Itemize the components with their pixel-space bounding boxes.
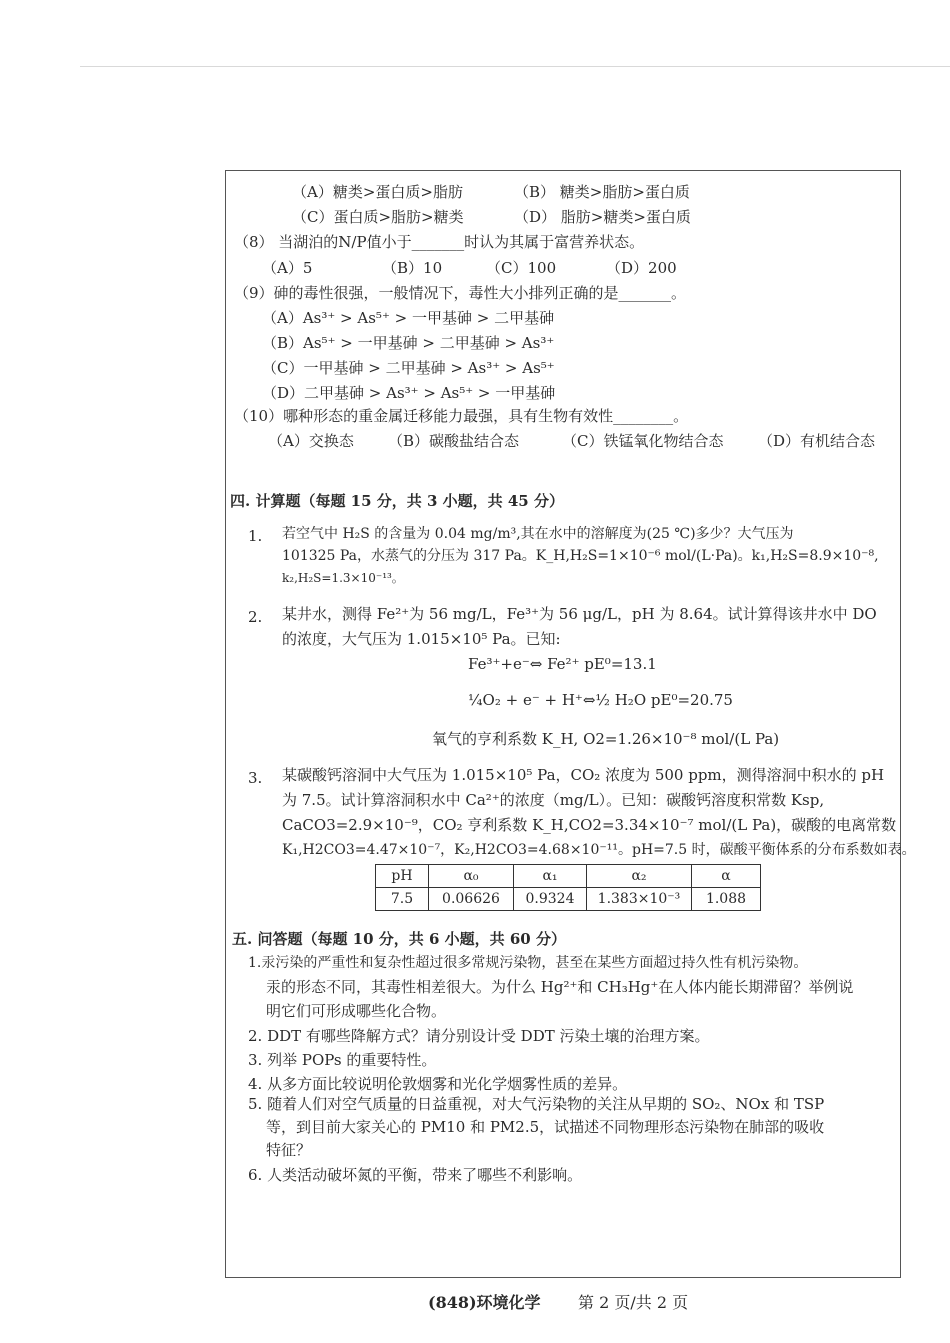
qa5-line1: 5. 随着人们对空气质量的日益重视，对大气污染物的关注从早期的 SO₂、NOx 和 TSP bbox=[248, 1095, 825, 1113]
qa4: 4. 从多方面比较说明伦敦烟雾和光化学烟雾性质的差异。 bbox=[248, 1075, 628, 1093]
calc2-equation2: ¼O₂ + e⁻ + H⁺⇔½ H₂O pE⁰=20.75 bbox=[468, 691, 733, 709]
calc3-line4: K₁,H2CO3=4.47×10⁻⁷，K₂,H2CO3=4.68×10⁻¹¹。pH=7.5 时，碳酸平衡体系的分布系数如表。 bbox=[282, 842, 916, 858]
q10-stem: （10）哪种形态的重金属迁移能力最强，具有生物有效性________。 bbox=[234, 407, 689, 425]
calc1-line1: 若空气中 H₂S 的含量为 0.04 mg/m³,其在水中的溶解度为(25 ℃)多少？大气压为 bbox=[282, 526, 794, 542]
table-header-row bbox=[376, 865, 761, 888]
table-header-cell: α₂ bbox=[587, 865, 692, 888]
q10-option-a: （A）交换态 bbox=[268, 432, 354, 450]
q8-option-a: （A）5 bbox=[262, 259, 313, 277]
q10-option-b: （B）碳酸盐结合态 bbox=[388, 432, 520, 450]
calc3-number: 3. bbox=[248, 769, 263, 787]
qa2: 2. DDT 有哪些降解方式？请分别设计受 DDT 污染土壤的治理方案。 bbox=[248, 1027, 710, 1045]
qa1-line3: 明它们可形成哪些化合物。 bbox=[266, 1002, 447, 1020]
table-cell: 1.088 bbox=[692, 888, 761, 911]
qa3: 3. 列举 POPs 的重要特性。 bbox=[248, 1051, 437, 1069]
distribution-coefficient-table bbox=[375, 864, 761, 911]
q10-option-d: （D）有机结合态 bbox=[758, 432, 876, 450]
q10-option-c: （C）铁锰氧化物结合态 bbox=[562, 432, 724, 450]
q7-option-a: （A）糖类>蛋白质>脂肪 bbox=[292, 183, 463, 201]
table-cell: 1.383×10⁻³ bbox=[587, 888, 692, 911]
q9-option-c: （C）一甲基砷 > 二甲基砷 > As³⁺ > As⁵⁺ bbox=[262, 359, 555, 377]
calc2-line2: 的浓度，大气压为 1.015×10⁵ Pa。已知: bbox=[282, 630, 561, 648]
q9-stem: （9）砷的毒性很强，一般情况下，毒性大小排列正确的是_______。 bbox=[234, 284, 687, 302]
qa6: 6. 人类活动破坏氮的平衡，带来了哪些不利影响。 bbox=[248, 1166, 583, 1184]
q8-option-c: （C）100 bbox=[486, 259, 557, 277]
q7-option-b: （B） 糖类>脂肪>蛋白质 bbox=[514, 183, 690, 201]
calc3-line3: CaCO3=2.9×10⁻⁹，CO₂ 亨利系数 K_H,CO2=3.34×10⁻⁷ mol/(L Pa)，碳酸的电离常数 bbox=[282, 816, 897, 834]
qa1-line2: 汞的形态不同，其毒性相差很大。为什么 Hg²⁺和 CH₃Hg⁺在人体内能长期滞留？举例说 bbox=[266, 978, 854, 996]
calc2-equation3: 氧气的亨利系数 K_H, O2=1.26×10⁻⁸ mol/(L Pa) bbox=[432, 730, 780, 748]
section4-title: 四. 计算题（每题 15 分，共 3 小题，共 45 分） bbox=[230, 492, 564, 510]
table-cell: 0.06626 bbox=[429, 888, 514, 911]
table-header-cell: pH bbox=[376, 865, 429, 888]
calc3-line1: 某碳酸钙溶洞中大气压为 1.015×10⁵ Pa，CO₂ 浓度为 500 ppm，测得溶洞中积水的 pH bbox=[282, 766, 885, 784]
section5-title: 五. 问答题（每题 10 分，共 6 小题，共 60 分） bbox=[232, 930, 566, 948]
q8-stem: （8） 当湖泊的N/P值小于_______时认为其属于富营养状态。 bbox=[234, 233, 645, 251]
q9-option-b: （B）As⁵⁺ > 一甲基砷 > 二甲基砷 > As³⁺ bbox=[262, 334, 555, 352]
q9-option-d: （D）二甲基砷 > As³⁺ > As⁵⁺ > 一甲基砷 bbox=[262, 384, 556, 402]
calc1-line3: k₂,H₂S=1.3×10⁻¹³。 bbox=[282, 571, 404, 585]
calc2-line1: 某井水，测得 Fe²⁺为 56 mg/L，Fe³⁺为 56 μg/L，pH 为 8.64。试计算得该井水中 DO bbox=[282, 605, 877, 623]
table-cell: 0.9324 bbox=[514, 888, 587, 911]
q7-option-d: （D） 脂肪>糖类>蛋白质 bbox=[514, 208, 691, 226]
qa1-line1: 1.汞污染的严重性和复杂性超过很多常规污染物，甚至在某些方面超过持久性有机污染物。 bbox=[248, 955, 808, 971]
q9-option-a: （A）As³⁺ > As⁵⁺ > 一甲基砷 > 二甲基砷 bbox=[262, 309, 555, 327]
footer-exam-code: (848)环境化学 bbox=[428, 1293, 541, 1312]
qa5-line2: 等，到目前大家关心的 PM10 和 PM2.5，试描述不同物理形态污染物在肺部的吸收 bbox=[266, 1118, 825, 1136]
qa5-line3: 特征？ bbox=[266, 1141, 312, 1159]
calc2-equation1: Fe³⁺+e⁻⇔ Fe²⁺ pE⁰=13.1 bbox=[468, 655, 657, 673]
calc1-line2: 101325 Pa，水蒸气的分压为 317 Pa。K_H,H₂S=1×10⁻⁶ mol/(L·Pa)。k₁,H₂S=8.9×10⁻⁸, bbox=[282, 548, 879, 564]
q8-option-b: （B）10 bbox=[382, 259, 443, 277]
scan-edge-line bbox=[80, 66, 950, 67]
q8-option-d: （D）200 bbox=[606, 259, 677, 277]
table-header-cell: α bbox=[692, 865, 761, 888]
calc3-line2: 为 7.5。试计算溶洞积水中 Ca²⁺的浓度（mg/L）。已知：碳酸钙溶度积常数 Ksp, bbox=[282, 791, 825, 809]
table-row bbox=[376, 888, 761, 911]
table-cell: 7.5 bbox=[376, 888, 429, 911]
calc2-number: 2. bbox=[248, 608, 263, 626]
table-header-cell: α₁ bbox=[514, 865, 587, 888]
calc1-number: 1. bbox=[248, 527, 263, 545]
table-header-cell: α₀ bbox=[429, 865, 514, 888]
footer-page-number: 第 2 页/共 2 页 bbox=[578, 1293, 689, 1312]
q7-option-c: （C）蛋白质>脂肪>糖类 bbox=[292, 208, 464, 226]
